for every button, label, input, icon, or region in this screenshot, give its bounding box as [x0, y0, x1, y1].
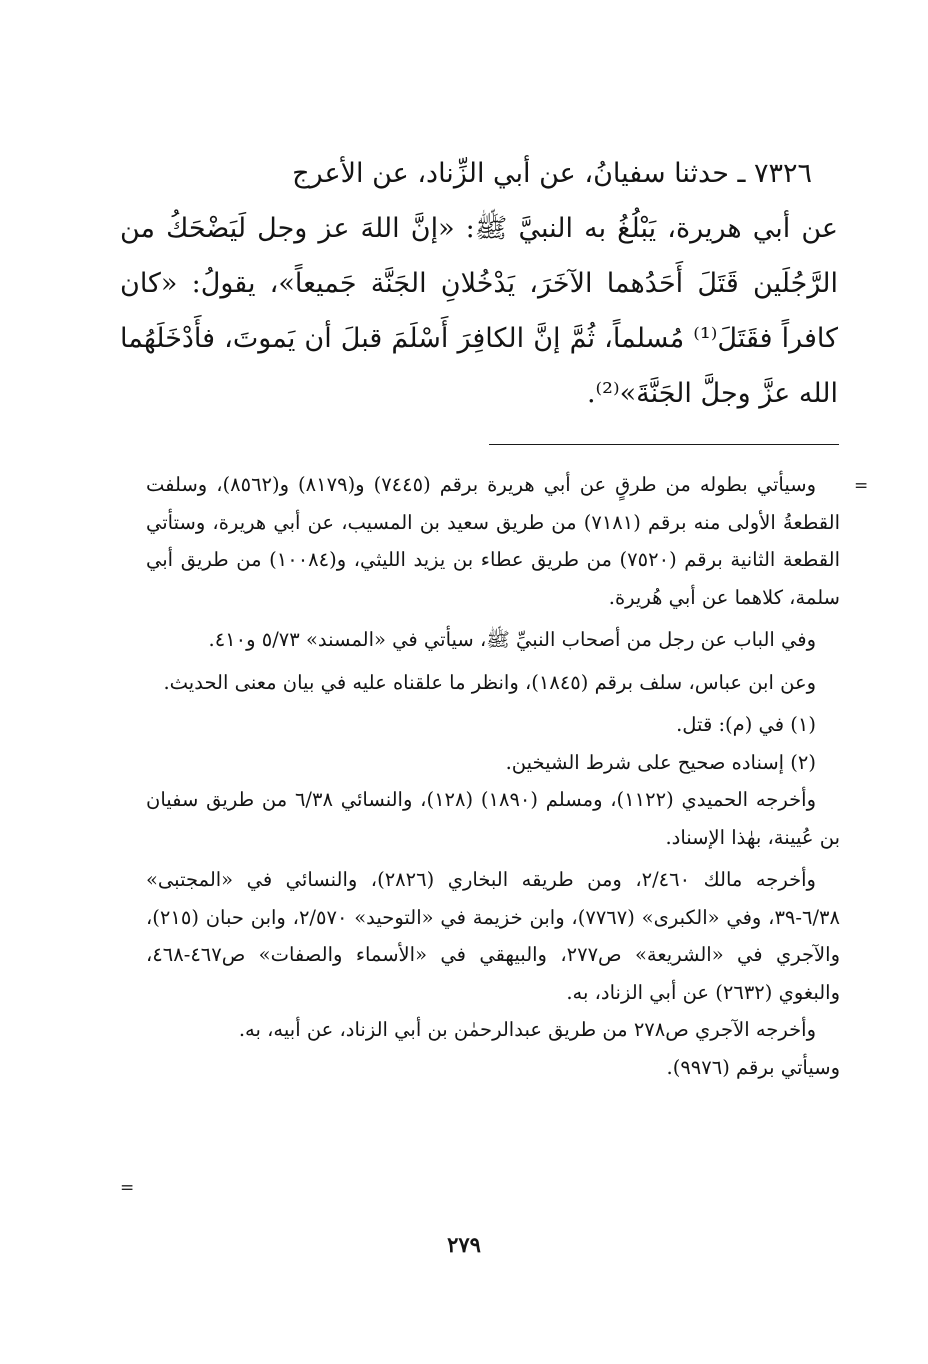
takhrij-paragraph: وأخرجه مالك ٢/٤٦٠، ومن طريقه البخاري (٢٨٢٦)، والنسائي في «المجتبى» ٦/٣٨-٣٩، وفي «الكبرى» (٧٧٦٧)، وابن خزيمة في «التوحيد» ٢/٥٧٠، وابن حبان (٢١٥)، والآجري في «الشريعة» ص٢٧٧، والبيهقي في «الأسماء والصفات» ص٤٦٧-٤٦٨، والبغوي (٢٦٣٢) عن أبي الزناد، به.	[146, 868, 840, 1004]
note-paragraph: وسيأتي بطوله من طرقٍ عن أبي هريرة برقم (٧٤٤٥) و(٨١٧٩) و(٨٥٦٢)، وسلفت القطعةُ الأولى منه برقم (٧١٨١) من طريق سعيد بن المسيب، عن أبي هريرة، وستأتي القطعة الثانية برقم (٧٥٢٠) من طريق عطاء بن يزيد الليثي، و(١٠٠٨٤) من طريق أبي سلمة، كلاهما عن أبي هُريرة.	[146, 473, 840, 609]
footnote-2: (٢) إسناده صحيح على شرط الشيخين.	[505, 750, 816, 774]
continuation-mark-bottom: =	[120, 1178, 135, 1198]
hadith-block	[120, 146, 838, 421]
footnotes-block	[146, 466, 840, 1086]
hadith-text: عن أبي هريرة، يَبْلُغُ به النبيَّ ﷺ: «إنَّ اللهَ عز وجل لَيَضْحَكُ من الرَّجُلَين قَتَلَ أَحَدُهما الآخَرَ، يَدْخُلانِ الجَنَّة جَميعاً»، يقولُ: «كان كافراً فقَتَلَ⁽¹⁾ مُسلماً، ثُمَّ إنَّ الكافِرَ أَسْلَمَ قبلَ أن يَموتَ، فأَدْخَلَهُما الله عزَّ وجلَّ الجَنَّةَ»⁽²⁾.	[120, 213, 838, 409]
page-number: ٢٧٩	[447, 1232, 481, 1257]
takhrij-paragraph: وأخرجه الآجري ص٢٧٨ من طريق عبدالرحمٰن بن أبي الزناد، عن أبيه، به.	[238, 1018, 816, 1041]
hadith-chain-line: ٧٣٢٦ ـ حدثنا سفيانُ، عن أبي الزِّناد، عن الأعرج	[292, 158, 812, 189]
takhrij-paragraph: وسيأتي برقم (٩٩٧٦).	[666, 1055, 840, 1079]
footnote-1: (١) في (م): قتل.	[676, 713, 816, 736]
takhrij-paragraph: وأخرجه الحميدي (١١٢٢)، ومسلم (١٨٩٠) (١٢٨)، والنسائي ٦/٣٨ من طريق سفيان بن عُيينة، بهٰذا الإسناد.	[146, 788, 840, 849]
note-paragraph: وفي الباب عن رجل من أصحاب النبيِّ ﷺ، سيأتي في «المسند» ٥/٧٣ و٤١٠.	[208, 628, 816, 651]
continuation-mark-top: =	[854, 476, 869, 496]
footnote-separator	[489, 444, 839, 445]
note-paragraph: وعن ابن عباس، سلف برقم (١٨٤٥)، وانظر ما علقناه عليه في بيان معنى الحديث.	[163, 670, 816, 694]
